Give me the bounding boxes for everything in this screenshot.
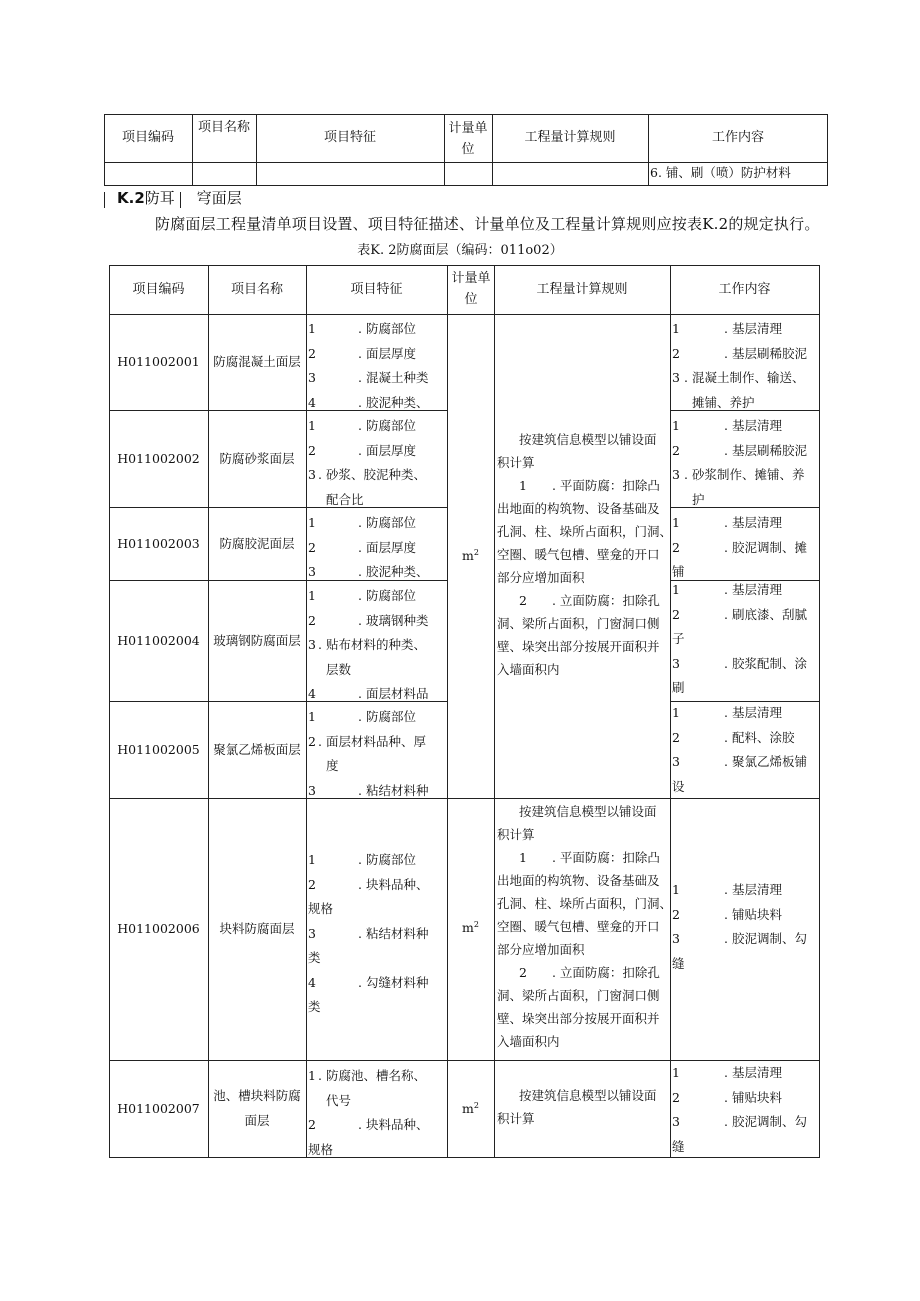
row-code: H011002002 xyxy=(117,450,200,466)
feature-number: 2 xyxy=(308,876,316,892)
work-number: 1 xyxy=(672,321,680,336)
work-number: 2 xyxy=(672,345,680,361)
section-number: K.2 xyxy=(117,189,145,207)
top-work-tail: 6. 铺、刷（喷）防护材料 xyxy=(650,165,791,180)
top-header-rule: 工程量计算规则 xyxy=(524,130,616,145)
header-feature: 项目特征 xyxy=(350,282,403,297)
work-text: 护 xyxy=(692,491,705,507)
row-code: H011002004 xyxy=(117,632,200,648)
row-name: 防腐胶泥面层 xyxy=(219,535,295,551)
feature-number: 3 xyxy=(308,925,316,941)
work-text: . 胶泥调制、勾 xyxy=(724,931,807,946)
rule-line: 壁、垛突出部分按展开面积并 xyxy=(497,1011,660,1026)
feature-text: . 面层材料品 xyxy=(358,686,429,701)
unit-group3: $m^2$ xyxy=(462,1100,479,1116)
section-paragraph: 防腐面层工程量清单项目设置、项目特征描述、计量单位及工程量计算规则应按表K.2的规定执行。 xyxy=(155,215,820,233)
work-text: . 混凝土制作、输送、 xyxy=(684,370,805,385)
header-code: 项目编码 xyxy=(132,282,185,297)
feature-number: 3 xyxy=(308,782,316,798)
work-number: 3 xyxy=(672,655,680,671)
feature-text: . 粘结材料种 xyxy=(358,925,429,941)
feature-text: 类 xyxy=(308,950,321,965)
rule-line: 积计算 xyxy=(497,1111,535,1126)
feature-number: 2 xyxy=(308,345,316,361)
work-text: . 配料、涂胶 xyxy=(724,729,795,745)
work-text: . 聚氯乙烯板铺 xyxy=(724,754,807,769)
top-header-unit: 计量单位 xyxy=(448,121,488,157)
feature-number: 2 xyxy=(308,733,316,749)
rule-line: 部分应增加面积 xyxy=(497,942,585,957)
rule-line: 部分应增加面积 xyxy=(497,570,585,585)
feature-number: 2 xyxy=(308,612,316,628)
work-text: 摊铺、养护 xyxy=(692,394,755,410)
header-rule: 工程量计算规则 xyxy=(536,282,628,297)
rule-line: 积计算 xyxy=(497,827,535,842)
feature-number: 1 xyxy=(308,418,316,433)
feature-number: 3 xyxy=(308,637,316,652)
feature-text: . 勾缝材料种 xyxy=(358,974,429,990)
feature-number: 3 xyxy=(308,467,316,482)
work-text: . 铺贴块料 xyxy=(724,1089,782,1105)
work-text: 铺 xyxy=(672,564,685,579)
work-number: 2 xyxy=(672,539,680,555)
rule-line: 出地面的构筑物、设备基础及 xyxy=(497,501,660,516)
feature-text: 度 xyxy=(326,758,339,773)
work-number: 2 xyxy=(672,906,680,922)
rule-line: 1 . 平面防腐：扣除凸 xyxy=(519,478,660,493)
work-number: 2 xyxy=(672,1089,680,1105)
rule-line: 洞、梁所占面积，门窗洞口侧 xyxy=(497,988,660,1003)
feature-number: 3 xyxy=(308,564,316,579)
work-text: . 基层清理 xyxy=(724,515,782,530)
feature-text: . 面层厚度 xyxy=(358,345,416,361)
top-header-code: 项目编码 xyxy=(121,130,174,145)
rule-line: 2 . 立面防腐：扣除孔 xyxy=(519,593,660,608)
feature-text: . 面层材料品种、厚 xyxy=(318,733,426,749)
feature-number: 1 xyxy=(308,1068,316,1083)
feature-text: . 块料品种、 xyxy=(358,1117,429,1132)
feature-text: . 胶泥种类、 xyxy=(358,564,429,579)
work-number: 1 xyxy=(672,882,680,897)
work-number: 2 xyxy=(672,442,680,458)
feature-text: . 玻璃钢种类 xyxy=(358,612,429,628)
feature-text: . 块料品种、 xyxy=(358,876,429,892)
row-name-line: 池、槽块料防腐 xyxy=(213,1088,301,1103)
feature-text: . 防腐部位 xyxy=(358,418,416,433)
rule-line: 孔洞、柱、垛所占面积，门洞、 xyxy=(497,524,673,539)
feature-text: . 防腐部位 xyxy=(358,852,416,867)
work-text: 子 xyxy=(672,631,685,646)
top-header-name: 项目名称 xyxy=(197,120,250,135)
feature-text: 类 xyxy=(308,999,321,1014)
work-text: . 基层刷稀胶泥 xyxy=(724,345,807,361)
feature-number: 3 xyxy=(308,370,316,385)
feature-text: . 防腐池、槽名称、 xyxy=(318,1068,426,1083)
rule-line: 1 . 平面防腐：扣除凸 xyxy=(519,850,660,865)
row-code: H011002001 xyxy=(117,354,200,369)
feature-text: . 防腐部位 xyxy=(358,515,416,530)
row-code: H011002007 xyxy=(117,1100,200,1116)
row-name: 玻璃钢防腐面层 xyxy=(213,632,301,648)
feature-text: . 混凝土种类 xyxy=(358,370,429,385)
row-code: H011002006 xyxy=(117,921,200,936)
feature-text: . 砂浆、胶泥种类、 xyxy=(318,467,426,482)
work-text: . 胶浆配制、涂 xyxy=(724,655,807,671)
feature-text: . 防腐部位 xyxy=(358,321,416,336)
rule-line: 空圈、暖气包槽、壁龛的开口 xyxy=(497,547,660,562)
rule-line: 空圈、暖气包槽、壁龛的开口 xyxy=(497,919,660,934)
top-header-feature: 项目特征 xyxy=(323,130,376,145)
top-header-work: 工作内容 xyxy=(711,130,764,145)
rule-line: 孔洞、柱、垛所占面积，门洞、 xyxy=(497,896,673,911)
work-text: . 基层清理 xyxy=(724,321,782,336)
feature-number: 4 xyxy=(308,394,316,410)
header-unit: 计量单位 xyxy=(451,271,491,307)
work-text: . 胶泥调制、勾 xyxy=(724,1114,807,1129)
work-number: 1 xyxy=(672,1065,680,1080)
work-number: 1 xyxy=(672,705,680,720)
feature-number: 1 xyxy=(308,588,316,603)
rule-line: 按建筑信息模型以铺设面 xyxy=(519,432,657,447)
work-text: 刷 xyxy=(672,680,685,695)
work-number: 3 xyxy=(672,370,680,385)
rule-line: 2 . 立面防腐：扣除孔 xyxy=(519,965,660,980)
header-name: 项目名称 xyxy=(230,282,283,297)
feature-number: 1 xyxy=(308,515,316,530)
row-name-line: 面层 xyxy=(244,1112,270,1128)
work-text: 缝 xyxy=(672,1138,685,1154)
rule-line: 入墙面积内 xyxy=(497,1034,560,1049)
rule-line: 按建筑信息模型以铺设面 xyxy=(519,1088,657,1103)
rule-line: 出地面的构筑物、设备基础及 xyxy=(497,873,660,888)
work-text: . 铺贴块料 xyxy=(724,906,782,922)
feature-text: . 贴布材料的种类、 xyxy=(318,637,426,652)
table-caption: 表K. 2防腐面层（编码：011o02） xyxy=(357,243,563,258)
feature-number: 1 xyxy=(308,852,316,867)
feature-text: . 面层厚度 xyxy=(358,442,416,458)
feature-text: . 胶泥种类、 xyxy=(358,394,429,410)
feature-number: 2 xyxy=(308,442,316,458)
row-code: H011002005 xyxy=(117,741,200,757)
rule-line: 按建筑信息模型以铺设面 xyxy=(519,804,657,819)
feature-number: 2 xyxy=(308,1117,316,1132)
work-text: . 基层清理 xyxy=(724,882,782,897)
work-number: 1 xyxy=(672,582,680,597)
feature-number: 2 xyxy=(308,539,316,555)
work-text: . 基层清理 xyxy=(724,705,782,720)
work-number: 2 xyxy=(672,729,680,745)
feature-text: 代号 xyxy=(326,1092,352,1108)
feature-text: . 面层厚度 xyxy=(358,539,416,555)
feature-number: 1 xyxy=(308,321,316,336)
rule-line: 入墙面积内 xyxy=(497,662,560,677)
work-text: . 基层清理 xyxy=(724,418,782,433)
rule-line: 洞、梁所占面积，门窗洞口侧 xyxy=(497,616,660,631)
work-number: 3 xyxy=(672,467,680,482)
unit-group2: $m^2$ xyxy=(462,919,479,935)
work-text: . 基层清理 xyxy=(724,582,782,597)
work-number: 3 xyxy=(672,931,680,946)
feature-text: . 粘结材料种 xyxy=(358,782,429,798)
section-title-b: 穹面层 xyxy=(196,189,242,207)
feature-text: 层数 xyxy=(326,661,352,677)
row-name: 块料防腐面层 xyxy=(219,921,295,936)
header-work: 工作内容 xyxy=(718,282,771,297)
rule-line: 积计算 xyxy=(497,455,535,470)
work-number: 1 xyxy=(672,515,680,530)
feature-number: 1 xyxy=(308,709,316,724)
work-number: 1 xyxy=(672,418,680,433)
feature-number: 4 xyxy=(308,974,316,990)
work-text: . 基层刷稀胶泥 xyxy=(724,442,807,458)
row-name: 聚氯乙烯板面层 xyxy=(213,741,301,757)
row-code: H011002003 xyxy=(117,535,200,551)
work-number: 3 xyxy=(672,1114,680,1129)
feature-text: . 防腐部位 xyxy=(358,709,416,724)
feature-number: 4 xyxy=(308,686,316,701)
feature-text: 规格 xyxy=(308,1141,334,1157)
work-text: . 胶泥调制、摊 xyxy=(724,539,807,555)
work-text: 设 xyxy=(672,778,685,794)
row-name: 防腐砂浆面层 xyxy=(219,450,295,466)
unit-group1: $m^2$ xyxy=(462,547,479,563)
section-title-a: 防耳 xyxy=(144,189,175,207)
row-name: 防腐混凝土面层 xyxy=(213,354,301,369)
work-text: . 基层清理 xyxy=(724,1065,782,1080)
feature-text: 规格 xyxy=(308,901,334,916)
work-number: 3 xyxy=(672,754,680,769)
work-number: 2 xyxy=(672,606,680,622)
work-text: . 砂浆制作、摊铺、养 xyxy=(684,467,805,482)
rule-line: 壁、垛突出部分按展开面积并 xyxy=(497,639,660,654)
work-text: . 刷底漆、刮腻 xyxy=(724,606,807,622)
feature-text: . 防腐部位 xyxy=(358,588,416,603)
work-text: 缝 xyxy=(672,955,685,971)
feature-text: 配合比 xyxy=(326,491,364,507)
